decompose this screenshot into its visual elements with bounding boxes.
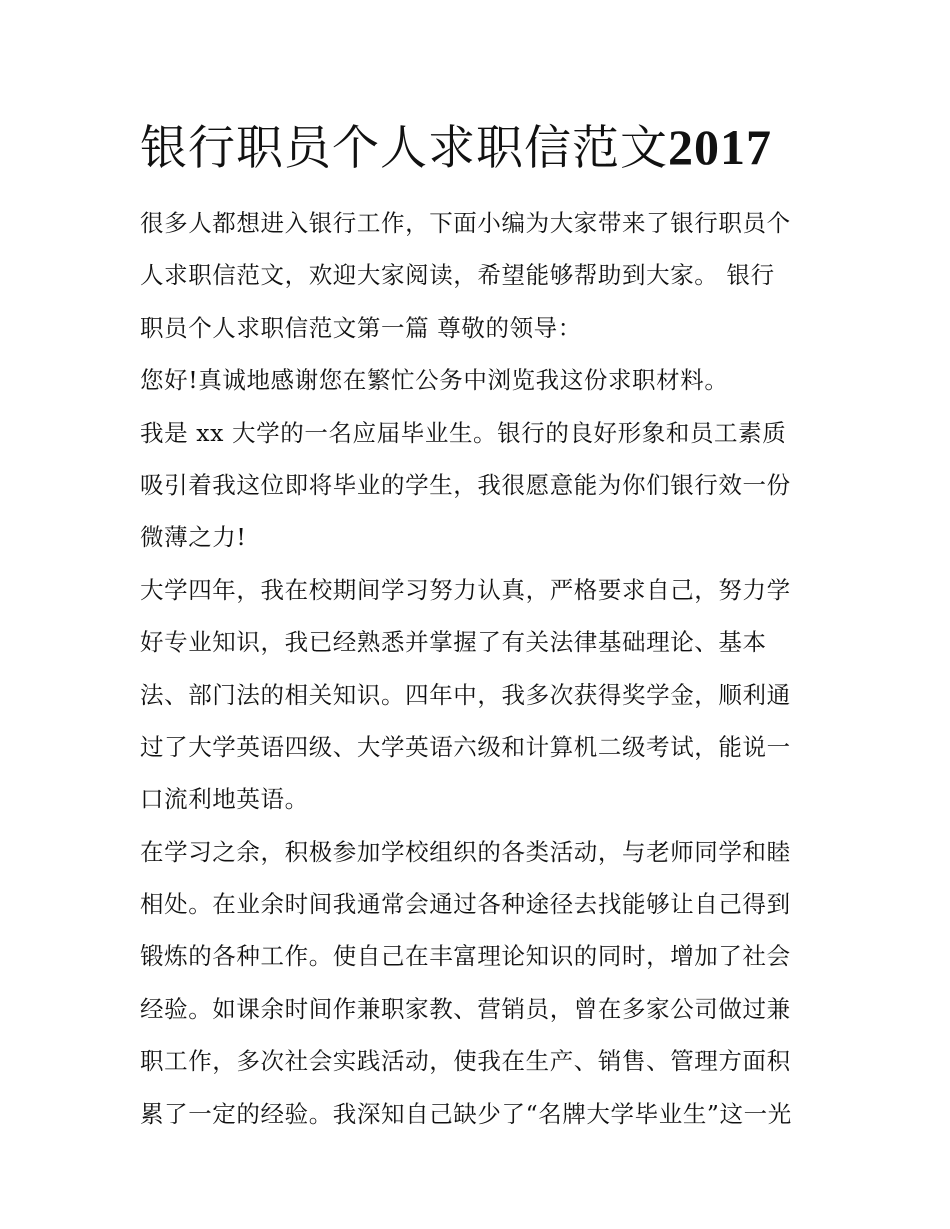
body-line: 在学习之余，积极参加学校组织的各类活动，与老师同学和睦	[140, 837, 791, 866]
body-line: 吸引着我这位即将毕业的学生，我很愿意能为你们银行效一份	[140, 470, 791, 499]
body-line: 人求职信范文，欢迎大家阅读，希望能够帮助到大家。 银行	[140, 261, 775, 290]
body-line: 相处。在业余时间我通常会通过各种途径去找能够让自己得到	[140, 890, 791, 919]
document-body	[140, 197, 820, 1140]
body-line: 锻炼的各种工作。使自己在丰富理论知识的同时，增加了社会	[140, 942, 791, 971]
body-line: 职工作，多次社会实践活动，使我在生产、销售、管理方面积	[140, 1047, 791, 1076]
body-line: 口流利地英语。	[140, 785, 309, 814]
body-line: 累了一定的经验。我深知自己缺少了“名牌大学毕业生”这一光	[140, 1099, 792, 1128]
body-line: 大学四年，我在校期间学习努力认真，严格要求自己，努力学	[140, 575, 791, 604]
body-line: 很多人都想进入银行工作，下面小编为大家带来了银行职员个	[140, 209, 791, 237]
body-line: 我是 xx 大学的一名应届毕业生。银行的良好形象和员工素质	[140, 418, 787, 447]
body-line: 您好!真诚地感谢您在繁忙公务中浏览我这份求职材料。	[140, 366, 729, 395]
body-line: 微薄之力!	[140, 523, 247, 552]
body-line: 过了大学英语四级、大学英语六级和计算机二级考试，能说一	[140, 732, 791, 761]
body-line: 职员个人求职信范文第一篇 尊敬的领导：	[140, 313, 582, 342]
document-title	[140, 116, 840, 180]
body-line: 法、部门法的相关知识。四年中，我多次获得奖学金，顺利通	[140, 680, 791, 709]
body-line: 经验。如课余时间作兼职家教、营销员，曾在多家公司做过兼	[140, 994, 791, 1023]
body-line: 好专业知识，我已经熟悉并掌握了有关法律基础理论、基本	[140, 628, 767, 657]
title-year: 2017	[668, 119, 772, 175]
title-text: 银行职员个人求职信范文	[140, 121, 668, 176]
